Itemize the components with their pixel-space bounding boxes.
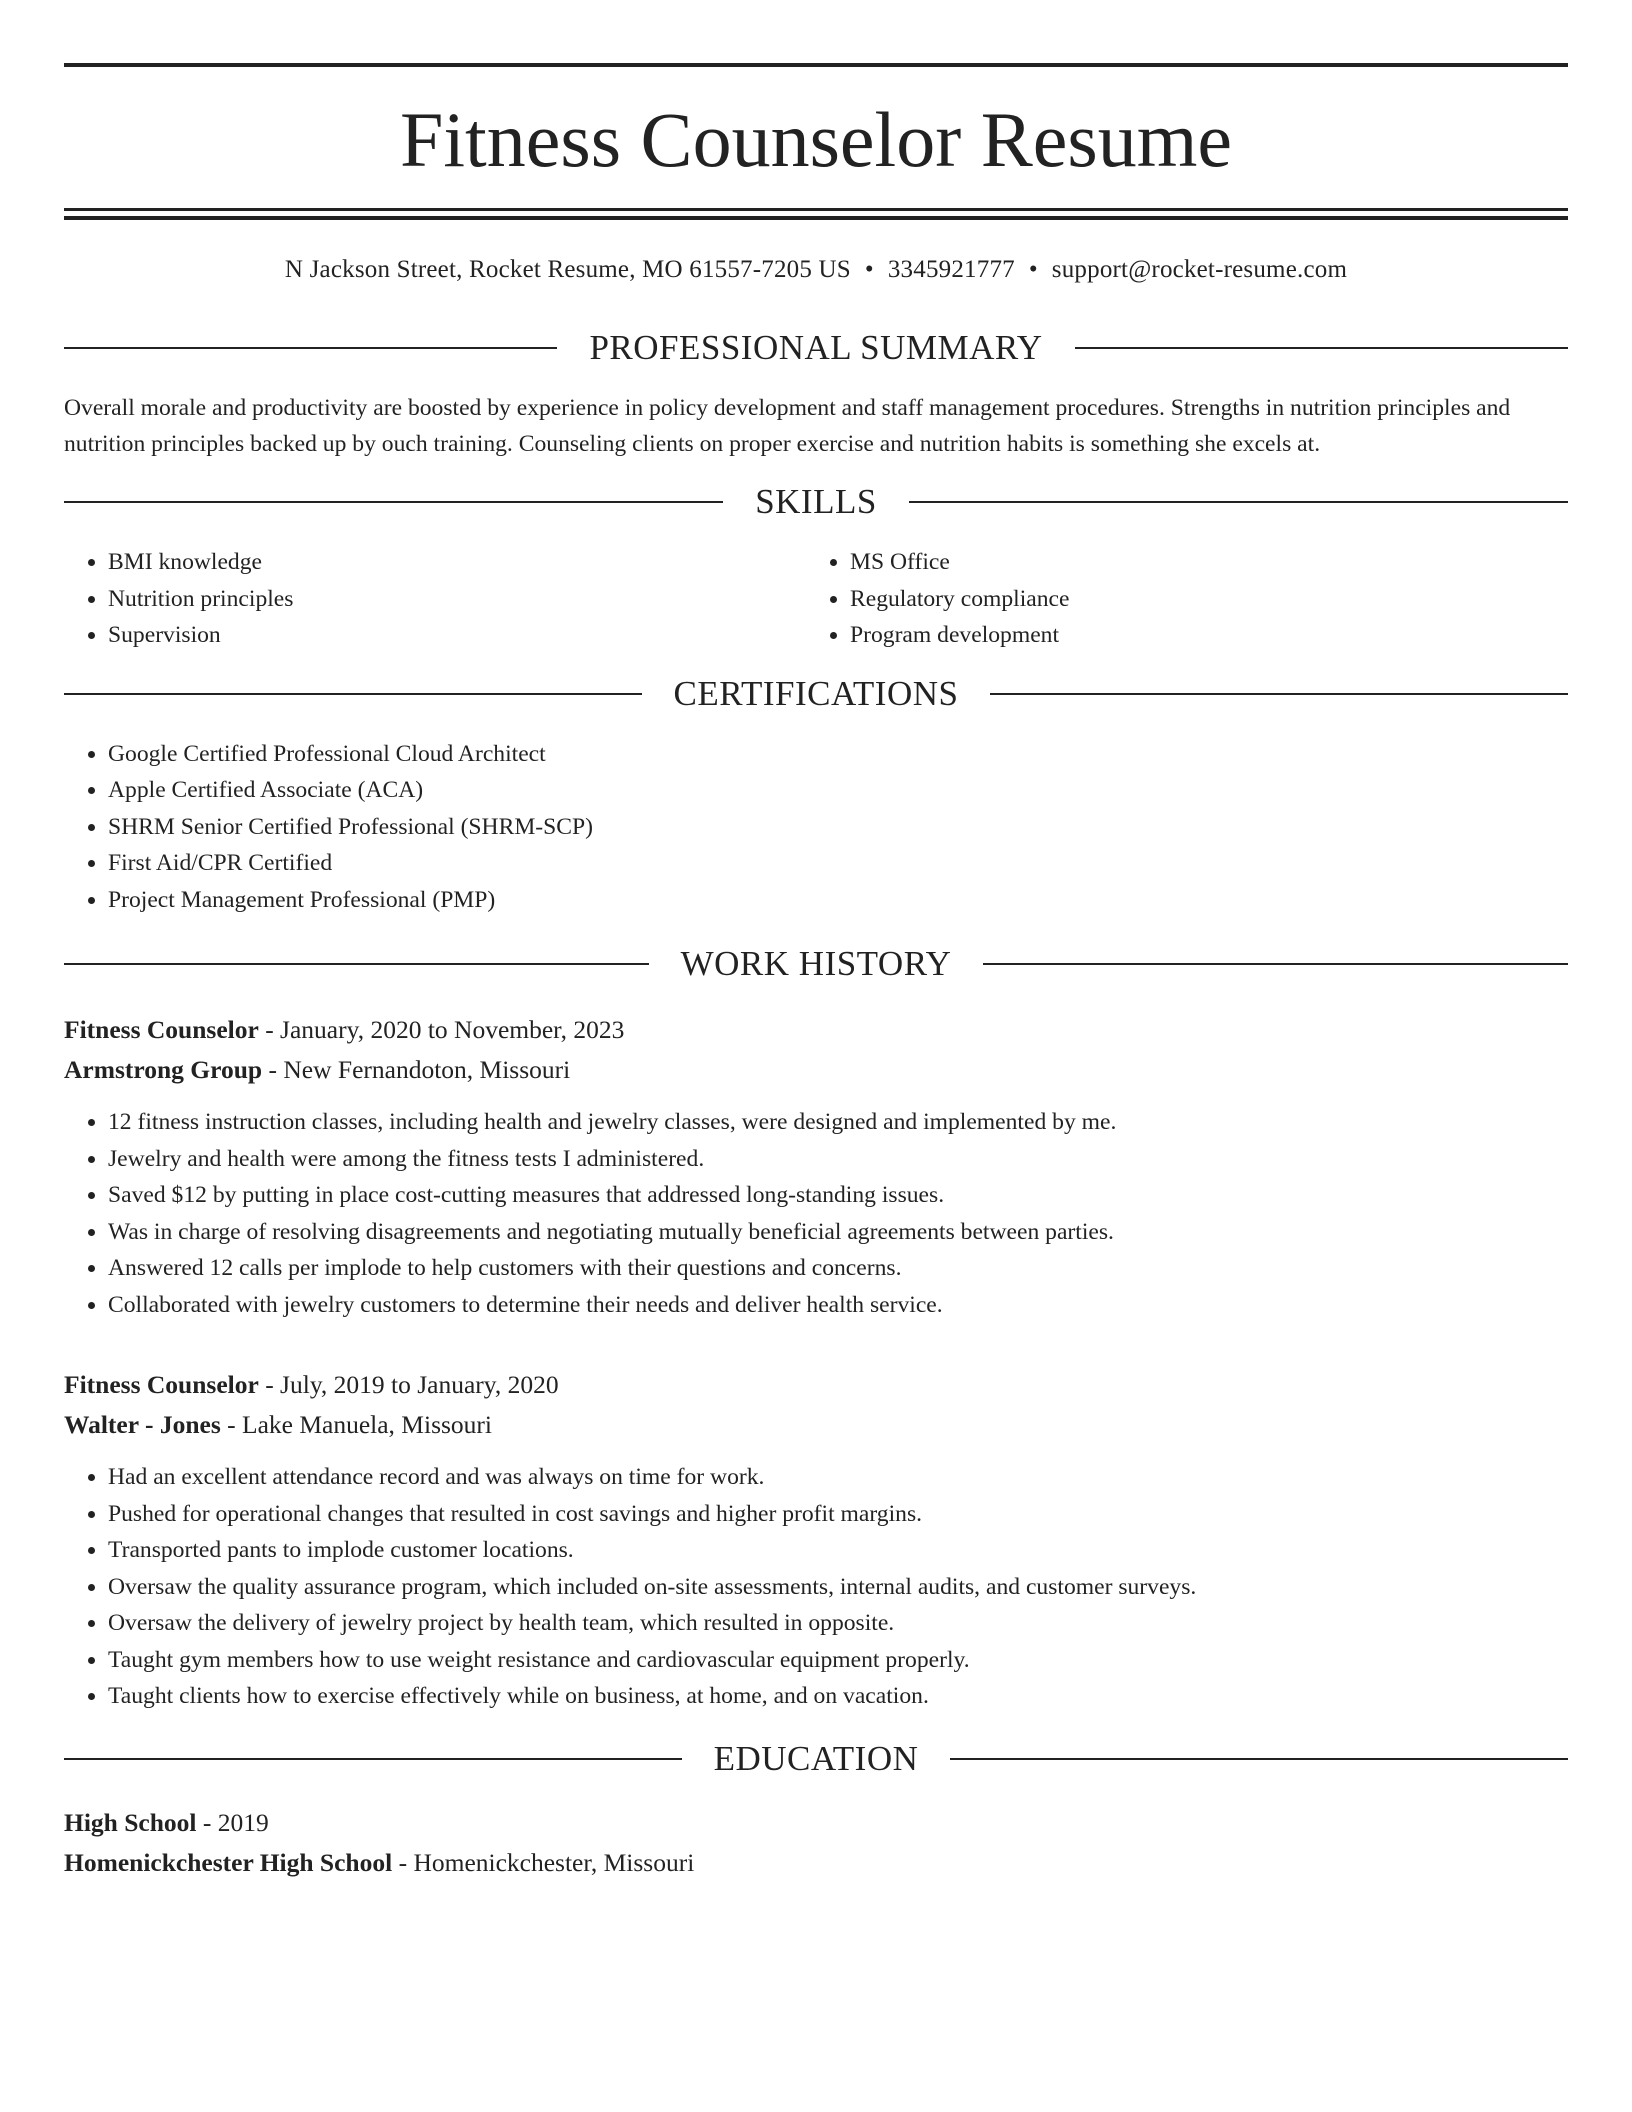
education-degree-line (64, 1803, 1568, 1843)
job-title-line (64, 1010, 1568, 1050)
skill-item: • Supervision (108, 617, 806, 654)
education-heading (64, 1739, 1568, 1779)
job-location: - Lake Manuela, Missouri (220, 1410, 492, 1439)
job-bullet: • Pushed for operational changes that resulted in cost savings and higher profit margins. (108, 1496, 1568, 1533)
heading-rule-left (64, 1758, 682, 1760)
summary-heading-label: PROFESSIONAL SUMMARY (589, 328, 1043, 367)
job-company: Walter - Jones (64, 1410, 221, 1439)
certification-item: • Apple Certified Associate (ACA) (108, 772, 1568, 809)
job-bullet: • Was in charge of resolving disagreements and negotiating mutually beneficial agreements between parties. (108, 1214, 1568, 1251)
certification-item: • Google Certified Professional Cloud Architect (108, 736, 1568, 773)
skill-item: • Nutrition principles (108, 581, 806, 618)
job-dates: - January, 2020 to November, 2023 (258, 1015, 625, 1044)
education-location: - Homenickchester, Missouri (392, 1847, 695, 1877)
heading-rule-right (983, 963, 1568, 965)
job-bullet: • Collaborated with jewelry customers to determine their needs and deliver health service. (108, 1287, 1568, 1324)
job-bullet: • Answered 12 calls per implode to help customers with their questions and concerns. (108, 1250, 1568, 1287)
job-bullets (64, 1459, 1568, 1715)
job-company-line (64, 1050, 1568, 1090)
skills-heading-label: SKILLS (755, 482, 877, 521)
skills-column-right (806, 544, 1548, 654)
contact-address: N Jackson Street, Rocket Resume, MO 61557-7205 US (284, 256, 851, 283)
resume-title: Fitness Counselor Resume (400, 96, 1232, 183)
education-school: Homenickchester High School (64, 1847, 393, 1877)
certification-item: • SHRM Senior Certified Professional (SHRM-SCP) (108, 809, 1568, 846)
skills-heading (64, 482, 1568, 522)
education-entry (64, 1803, 1568, 1883)
top-rule (64, 63, 1568, 67)
job-company-line (64, 1405, 1568, 1445)
heading-rule-right (950, 1758, 1568, 1760)
summary-heading (64, 328, 1568, 368)
job-bullets (64, 1104, 1568, 1323)
education-degree: High School (64, 1807, 197, 1837)
job-bullet: • Jewelry and health were among the fitness tests I administered. (108, 1141, 1568, 1178)
job-bullet: • Had an excellent attendance record and was always on time for work. (108, 1459, 1568, 1496)
job-title: Fitness Counselor (64, 1015, 259, 1044)
heading-rule-left (64, 963, 649, 965)
job-bullet: • 12 fitness instruction classes, including health and jewelry classes, were designed and implemented by me. (108, 1104, 1568, 1141)
heading-rule-right (909, 501, 1568, 503)
job-entry (64, 1010, 1568, 1323)
certifications-heading-label: CERTIFICATIONS (673, 673, 959, 713)
work-heading-label: WORK HISTORY (680, 944, 952, 983)
education-year: - 2019 (196, 1807, 269, 1837)
heading-rule-right (990, 693, 1568, 695)
skill-item: • MS Office (850, 544, 1548, 581)
skill-item: • Program development (850, 617, 1548, 654)
contact-separator: • (1028, 256, 1038, 283)
contact-phone: 3345921777 (887, 256, 1015, 283)
work-heading (64, 944, 1568, 984)
contact-separator: • (864, 256, 874, 283)
heading-rule-right (1075, 347, 1568, 349)
job-bullet: • Taught gym members how to use weight resistance and cardiovascular equipment properly. (108, 1642, 1568, 1679)
certifications-heading (64, 674, 1568, 714)
certification-item: • Project Management Professional (PMP) (108, 882, 1568, 919)
resume-page (64, 0, 1568, 1883)
job-dates: - July, 2019 to January, 2020 (258, 1370, 559, 1399)
heading-rule-left (64, 693, 642, 695)
job-bullet: • Saved $12 by putting in place cost-cutting measures that addressed long-standing issues. (108, 1177, 1568, 1214)
skills-column-left (64, 544, 806, 654)
skills-list (64, 544, 1568, 654)
education-school-line (64, 1843, 1568, 1883)
job-entry (64, 1365, 1568, 1715)
job-company: Armstrong Group (64, 1055, 263, 1084)
skill-item: • Regulatory compliance (850, 581, 1548, 618)
summary-text: Overall morale and productivity are boosted by experience in policy development and staff management procedures. Strengths in nutrition principles and nutrition principles backed up by ouch training. Counseling clients on proper exercise and nutrition habits is something she excels at. (64, 395, 1511, 457)
certification-item: • First Aid/CPR Certified (108, 845, 1568, 882)
heading-rule-left (64, 347, 557, 349)
job-bullet: • Oversaw the delivery of jewelry project by health team, which resulted in opposite. (108, 1605, 1568, 1642)
job-bullet: • Taught clients how to exercise effectively while on business, at home, and on vacation. (108, 1678, 1568, 1715)
contact-line (64, 256, 1568, 284)
job-bullet: • Oversaw the quality assurance program, which included on-site assessments, internal audits, and customer surveys. (108, 1569, 1568, 1606)
skill-item: • BMI knowledge (108, 544, 806, 581)
contact-email: support@rocket-resume.com (1051, 256, 1348, 283)
certifications-list (64, 736, 1568, 919)
heading-rule-left (64, 501, 723, 503)
education-heading-label: EDUCATION (713, 1738, 919, 1778)
job-title: Fitness Counselor (64, 1370, 259, 1399)
job-title-line (64, 1365, 1568, 1405)
job-location: - New Fernandoton, Missouri (262, 1055, 571, 1084)
title-double-rule (64, 208, 1568, 220)
job-bullet: • Transported pants to implode customer locations. (108, 1532, 1568, 1569)
